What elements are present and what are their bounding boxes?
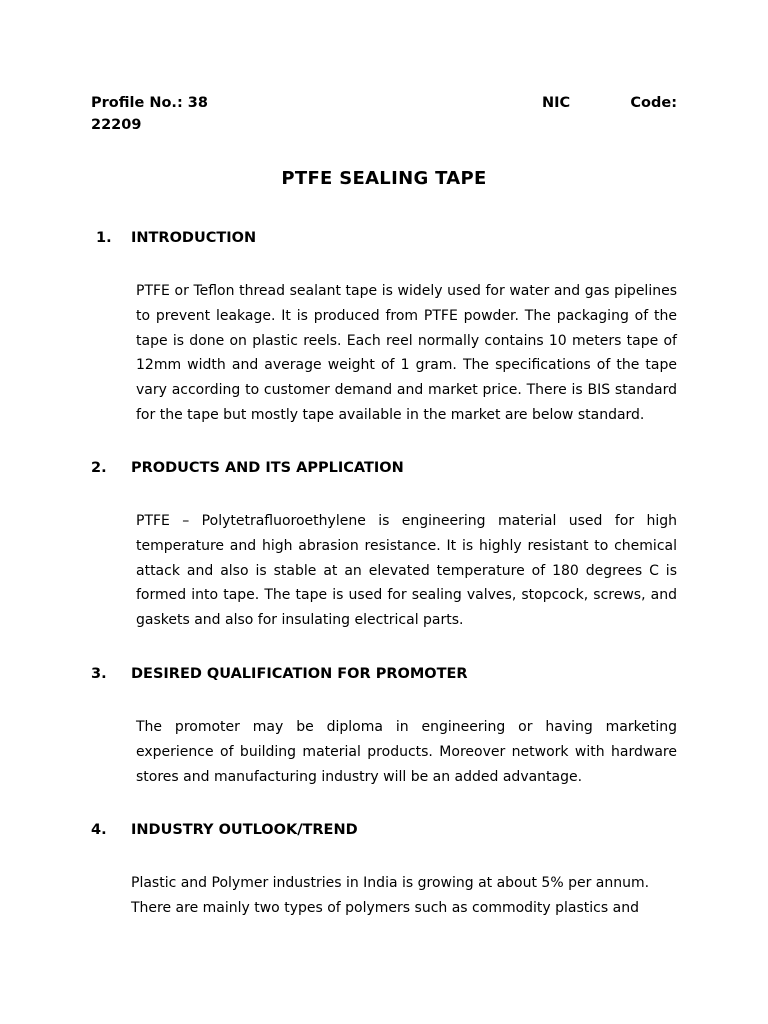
profile-number: Profile No.: 38: [91, 95, 208, 111]
code-label: Code:: [630, 95, 677, 111]
section-number: 3.: [91, 666, 107, 682]
section-paragraph-qualification: The promoter may be diploma in engineering or having marketing experience of building material products. Moreover network with hardware stores and manufacturing industry will be an added advantage.: [136, 719, 677, 785]
document-title: PTFE SEALING TAPE: [281, 168, 487, 189]
section-paragraph-products: PTFE – Polytetrafluoroethylene is engineering material used for high temperature and high abrasion resistance. It is highly resistant to chemical attack and also is stable at an elevated temperature of 180 degrees C is formed into tape. The tape is used for sealing valves, stopcock, screws, and gaskets and also for insulating electrical parts.: [136, 513, 677, 629]
section-number: 4.: [91, 822, 107, 838]
section-title: DESIRED QUALIFICATION FOR PROMOTER: [131, 666, 468, 682]
section-number: 1.: [96, 230, 112, 246]
section-title: INTRODUCTION: [131, 230, 257, 246]
outlook-line-2: There are mainly two types of polymers such as commodity plastics and: [131, 900, 639, 916]
section-title: INDUSTRY OUTLOOK/TREND: [131, 822, 358, 838]
outlook-line-1: Plastic and Polymer industries in India is growing at about 5% per annum.: [131, 875, 650, 891]
profile-header: [91, 92, 677, 136]
section-title: PRODUCTS AND ITS APPLICATION: [131, 460, 404, 476]
section-paragraph-introduction: PTFE or Teflon thread sealant tape is widely used for water and gas pipelines to prevent leakage. It is produced from PTFE powder. The packaging of the tape is done on plastic reels. Each reel normally contains 10 meters tape of 12mm width and average weight of 1 gram. The specifications of the tape vary according to customer demand and market price. There is BIS standard for the tape but mostly tape available in the market are below standard.: [136, 283, 677, 423]
section-number: 2.: [91, 460, 107, 476]
nic-label: NIC: [542, 95, 571, 111]
nic-code-value: 22209: [91, 117, 142, 133]
nic-code-label: [542, 92, 677, 114]
